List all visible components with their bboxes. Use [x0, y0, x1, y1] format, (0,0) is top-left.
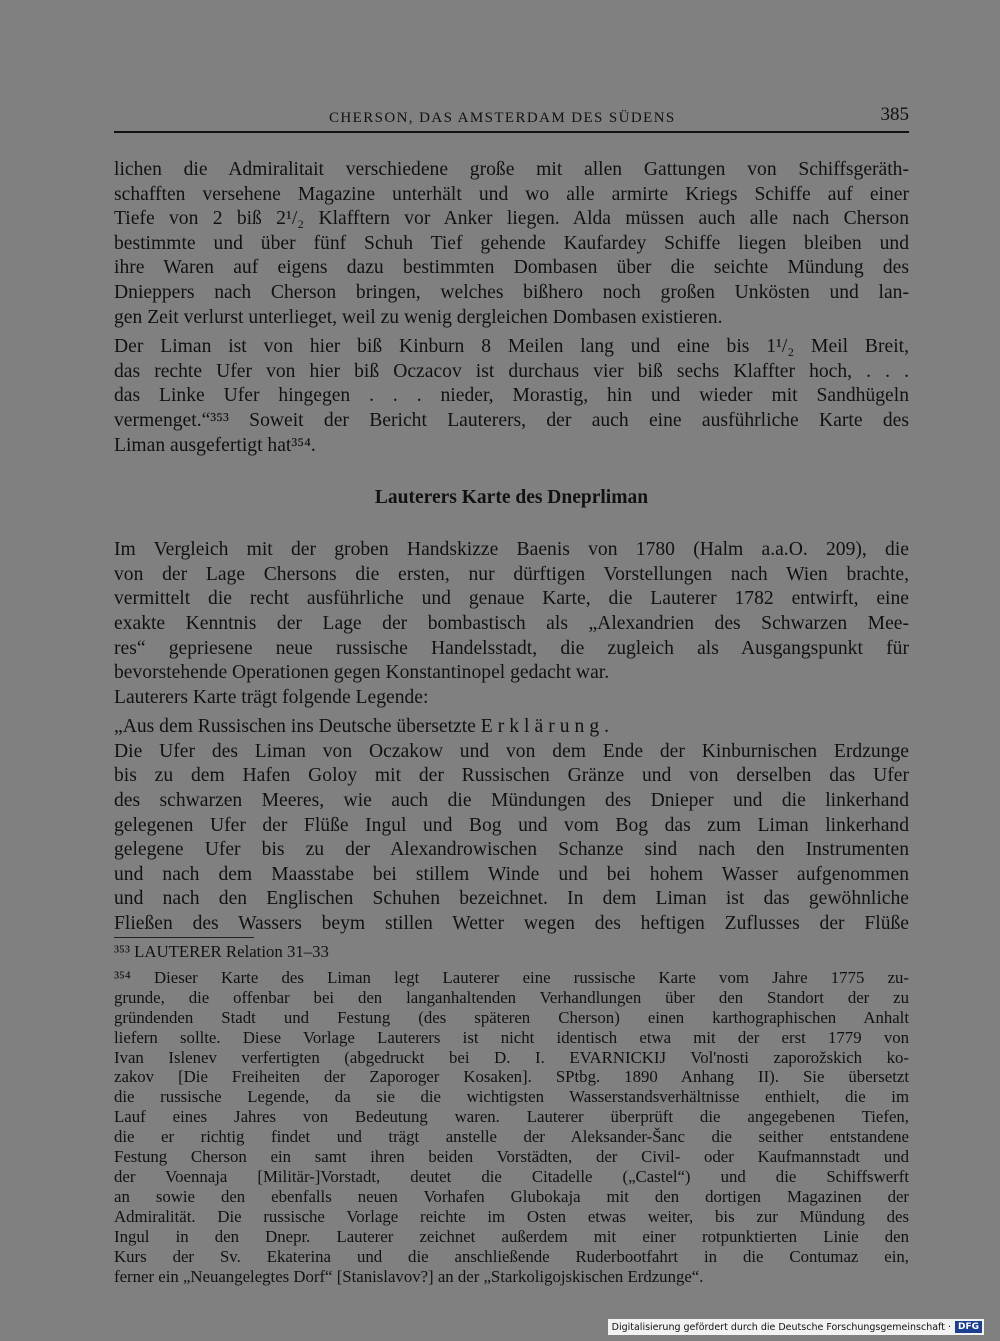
text-line: gelegenen Ufer der Flüße Ingul und Bog und vom Bog das zum Liman linkerhand	[114, 814, 909, 836]
paragraph-3	[114, 538, 909, 686]
digitization-credit	[608, 1319, 984, 1335]
footnotes	[114, 942, 909, 1286]
footnote-line: ³⁵⁴ Dieser Karte des Liman legt Lauterer eine russische Karte vom Jahre 1775 zu-	[114, 967, 909, 987]
dfg-logo-icon: DFG	[955, 1321, 982, 1333]
text-line: und nach den Englischen Schuhen bezeichnet. In dem Liman ist das gewöhnliche	[114, 888, 909, 910]
body-text	[114, 158, 909, 937]
text-line: das rechte Ufer von hier biß Oczacov ist durchaus vier biß sechs Klaffter hoch, . . .	[114, 360, 909, 382]
text-line: schafften versehene Magazine unterhält und wo alle armirte Kriegs Schiffe auf einer	[114, 183, 909, 205]
credit-text: Digitalisierung gefördert durch die Deutsche Forschungsgemeinschaft ·	[611, 1321, 951, 1333]
footnote-line: zakov [Die Freiheiten der Zaporoger Kosaken]. SPtbg. 1890 Anhang II). Sie übersetzt	[114, 1067, 909, 1087]
text-line: Im Vergleich mit der groben Handskizze Baenis von 1780 (Halm a.a.O. 209), die	[114, 539, 909, 561]
running-header	[114, 104, 909, 130]
text-line: gelegene Ufer bis zu der Alexandrowischen Schanze sind nach den Instrumenten	[114, 839, 909, 861]
footnote-line: Lauf eines Jahres von Bedeutung waren. Lauterer überprüft die angegebenen Tiefen,	[114, 1107, 909, 1127]
text-line: Liman ausgefertigt hat³⁵⁴.	[114, 434, 316, 456]
text-line: Der Liman ist von hier biß Kinburn 8 Meilen lang und eine bis 1¹/₂ Meil Breit,	[114, 336, 909, 358]
footnote-line: Ingul in den Dnepr. Lauterer zeichnet außerdem mit einer rotpunktierten Linie den	[114, 1226, 909, 1246]
text-line: Lauterers Karte trägt folgende Legende:	[114, 686, 429, 708]
footnote-line: ferner ein „Neuangelegtes Dorf“ [Stanislavov?] an der „Starkoligojskischen Erdzunge“.	[114, 1266, 704, 1286]
paragraph-6	[114, 740, 909, 937]
footnote-line: Ivan Islenev verfertigten (abgedruckt bei D. I. EVARNICKIJ Vol'nosti zaporožskich ko-	[114, 1047, 909, 1067]
text-line: ihre Waren auf eigens dazu bestimmten Dombasen über die seichte Mündung des	[114, 257, 909, 279]
paragraph-1	[114, 158, 909, 330]
text-line: das Linke Ufer hingegen . . . nieder, Morastig, hin und wieder mit Sandhügeln	[114, 385, 909, 407]
text-line: bis zu dem Hafen Goloy mit der Russischen Gränze und von derselben das Ufer	[114, 765, 909, 787]
text-line: des schwarzen Meeres, wie auch die Mündungen des Dnieper und die linkerhand	[114, 790, 909, 812]
spaced-word: Erklärung.	[480, 716, 615, 738]
text-line: Fließen des Wassers beym stillen Wetter wegen des heftigen Zuflusses der Flüße	[114, 913, 909, 935]
text-line: Tiefe von 2 biß 2¹/₂ Klafftern vor Anker liegen. Alda müssen auch alle nach Cherson	[114, 208, 909, 230]
text-line: bestimmte und über fünf Schuh Tief gehende Kaufardey Schiffe liegen bleiben und	[114, 232, 909, 254]
text-line: bevorstehende Operationen gegen Konstantinopel gedacht war.	[114, 662, 610, 684]
footnote-line: an sowie den ebenfalls neuen Vorhafen Glubokaja mit den dortigen Magazinen der	[114, 1186, 909, 1206]
footnote-rule	[114, 937, 254, 938]
footnote-line: liefern sollte. Diese Vorlage Lauterers ist nicht identisch etwa mit der erst 1779 von	[114, 1027, 909, 1047]
footnote-line: die russische Legende, da sie die wichtigsten Wasserstandsverhältnisse enthielt, die im	[114, 1087, 909, 1107]
footnote-line: Kurs der Sv. Ekaterina und die anschließende Ruderbootfahrt in die Contumaz ein,	[114, 1246, 909, 1266]
footnote-353: ³⁵³ LAUTERER Relation 31–33	[114, 942, 329, 961]
section-heading: Lauterers Karte des Dneprliman	[374, 487, 649, 509]
footnote-line: die er richtig findet und trägt anstelle der Aleksander-Šanc die seither entstandene	[114, 1127, 909, 1147]
text-line: gen Zeit verlurst unterlieget, weil zu wenig dergleichen Dombasen existieren.	[114, 306, 723, 328]
legend-intro: „Aus dem Russischen ins Deutsche übersetzte	[114, 716, 481, 738]
header-rule	[114, 131, 909, 133]
footnote-line: Admiralität. Die russische Vorlage reichte im Osten etwas weiter, bis zur Mündung des	[114, 1206, 909, 1226]
text-line: Dnieppers nach Cherson bringen, welches bißhero noch großen Unkösten und lan-	[114, 281, 909, 303]
running-title: CHERSON, DAS AMSTERDAM DES SÜDENS	[329, 110, 676, 126]
text-line	[114, 715, 909, 740]
text-line: von der Lage Chersons die ersten, nur dürftigen Vorstellungen nach Wien brachte,	[114, 563, 909, 585]
footnote-line: gründenden Stadt und Festung (des späteren Cherson) einen karthographischen Anhalt	[114, 1007, 909, 1027]
text-line: vermenget.“³⁵³ Soweit der Bericht Lauterers, der auch eine ausführliche Karte des	[114, 409, 909, 431]
footnote-line: Festung Cherson ein samt ihren beiden Vorstädten, der Civil- oder Kaufmannstadt und	[114, 1147, 909, 1167]
footnote-line: der Voennaja [Militär-]Vorstadt, deutet die Citadelle („Castel“) und die Schiffswerft	[114, 1166, 909, 1186]
paragraph-2	[114, 335, 909, 458]
page-number: 385	[880, 104, 909, 125]
paragraph-5	[114, 715, 909, 740]
text-line: exakte Kenntnis der Lage der bombastisch als „Alexandrien des Schwarzen Mee-	[114, 612, 909, 634]
text-line: und nach dem Maasstabe bei stillem Winde und bei hohem Wasser aufgenommen	[114, 863, 909, 885]
text-line: res“ gepriesene neue russische Handelsstadt, die zugleich als Ausgangspunkt für	[114, 637, 909, 659]
text-line: Die Ufer des Liman von Oczakow und von dem Ende der Kinburnischen Erdzunge	[114, 740, 909, 762]
text-line: vermittelt die recht ausführliche und genaue Karte, die Lauterer 1782 entwirft, eine	[114, 588, 909, 610]
text-line: lichen die Admiralitait verschiedene große mit allen Gattungen von Schiffsgeräth-	[114, 159, 909, 180]
footnote-line: grunde, die offenbar bei den langanhaltenden Verhandlungen über den Standort der zu	[114, 987, 909, 1007]
footnote-354	[114, 968, 909, 1287]
paragraph-4	[114, 686, 909, 711]
